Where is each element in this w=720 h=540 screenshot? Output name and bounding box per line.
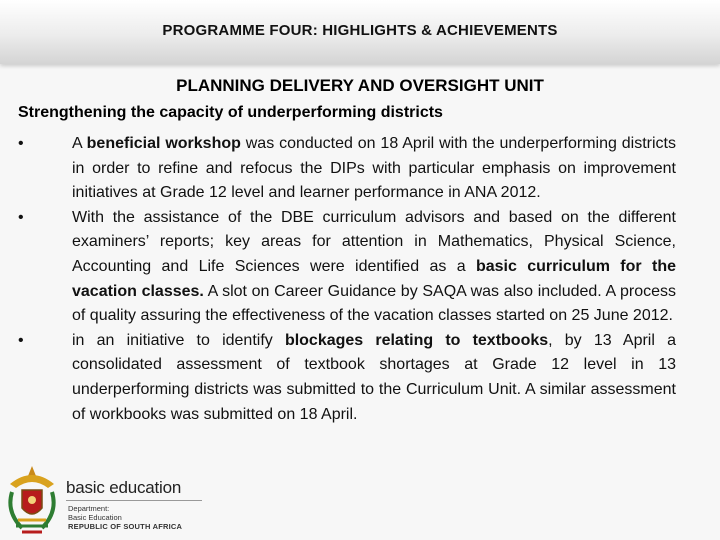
- bullet-item: [18, 329, 676, 427]
- country-name: REPUBLIC OF SOUTH AFRICA: [68, 522, 183, 531]
- logo-divider: [66, 500, 202, 501]
- bullet-text: A: [72, 135, 87, 152]
- bullet-bold-text: blockages relating to textbooks: [284, 331, 549, 349]
- bullet-item: [18, 206, 676, 329]
- bullet-text: A slot on Career Guidance by SAQA was also included. A process of quality assuring the effectiveness of the vacation classes started on 25 June 2012.: [72, 282, 676, 325]
- bullet-text: was conducted on 18 April with the underperforming districts in order to refine and refocus the DIPs with particular emphasis on improvement initiatives at Grade 12 level and learner performance in ANA 2012.: [72, 135, 676, 202]
- bullet-icon: •: [18, 208, 24, 226]
- bullet-bold-text: basic curriculum for the vacation classes.: [72, 257, 676, 300]
- programme-title: PROGRAMME FOUR: HIGHLIGHTS & ACHIEVEMENTS: [162, 22, 558, 39]
- bullet-icon: •: [18, 331, 24, 349]
- bullet-bold-text: beneficial workshop: [86, 135, 241, 152]
- bullet-icon: •: [18, 135, 24, 152]
- unit-title: PLANNING DELIVERY AND OVERSIGHT UNIT: [176, 76, 544, 95]
- department-logo: [0, 460, 240, 540]
- bullet-text: With the assistance of the DBE curriculum advisors and based on the different examiners’ reports; key areas for attention in Mathematics, Physical Science, Accounting and Life Sciences were identified as a: [72, 208, 676, 275]
- coat-of-arms-icon: [2, 462, 62, 538]
- bullet-text: , by 13 April a consolidated assessment of textbook shortages at Grade 12 level in 13 underperforming districts was submitted to the Curriculum Unit. A similar assessment of workbooks was submitted on 18 April.: [72, 331, 676, 423]
- bullet-list: [18, 132, 676, 427]
- basic-education-logo-text: basic education: [66, 478, 182, 497]
- department-name: Basic Education: [68, 513, 122, 522]
- bullet-item: [18, 132, 676, 206]
- section-subheading: Strengthening the capacity of underperforming districts: [18, 104, 443, 121]
- bullet-text: in an initiative to identify: [72, 331, 285, 349]
- header-band: [0, 0, 720, 64]
- department-label: Department:: [68, 504, 110, 513]
